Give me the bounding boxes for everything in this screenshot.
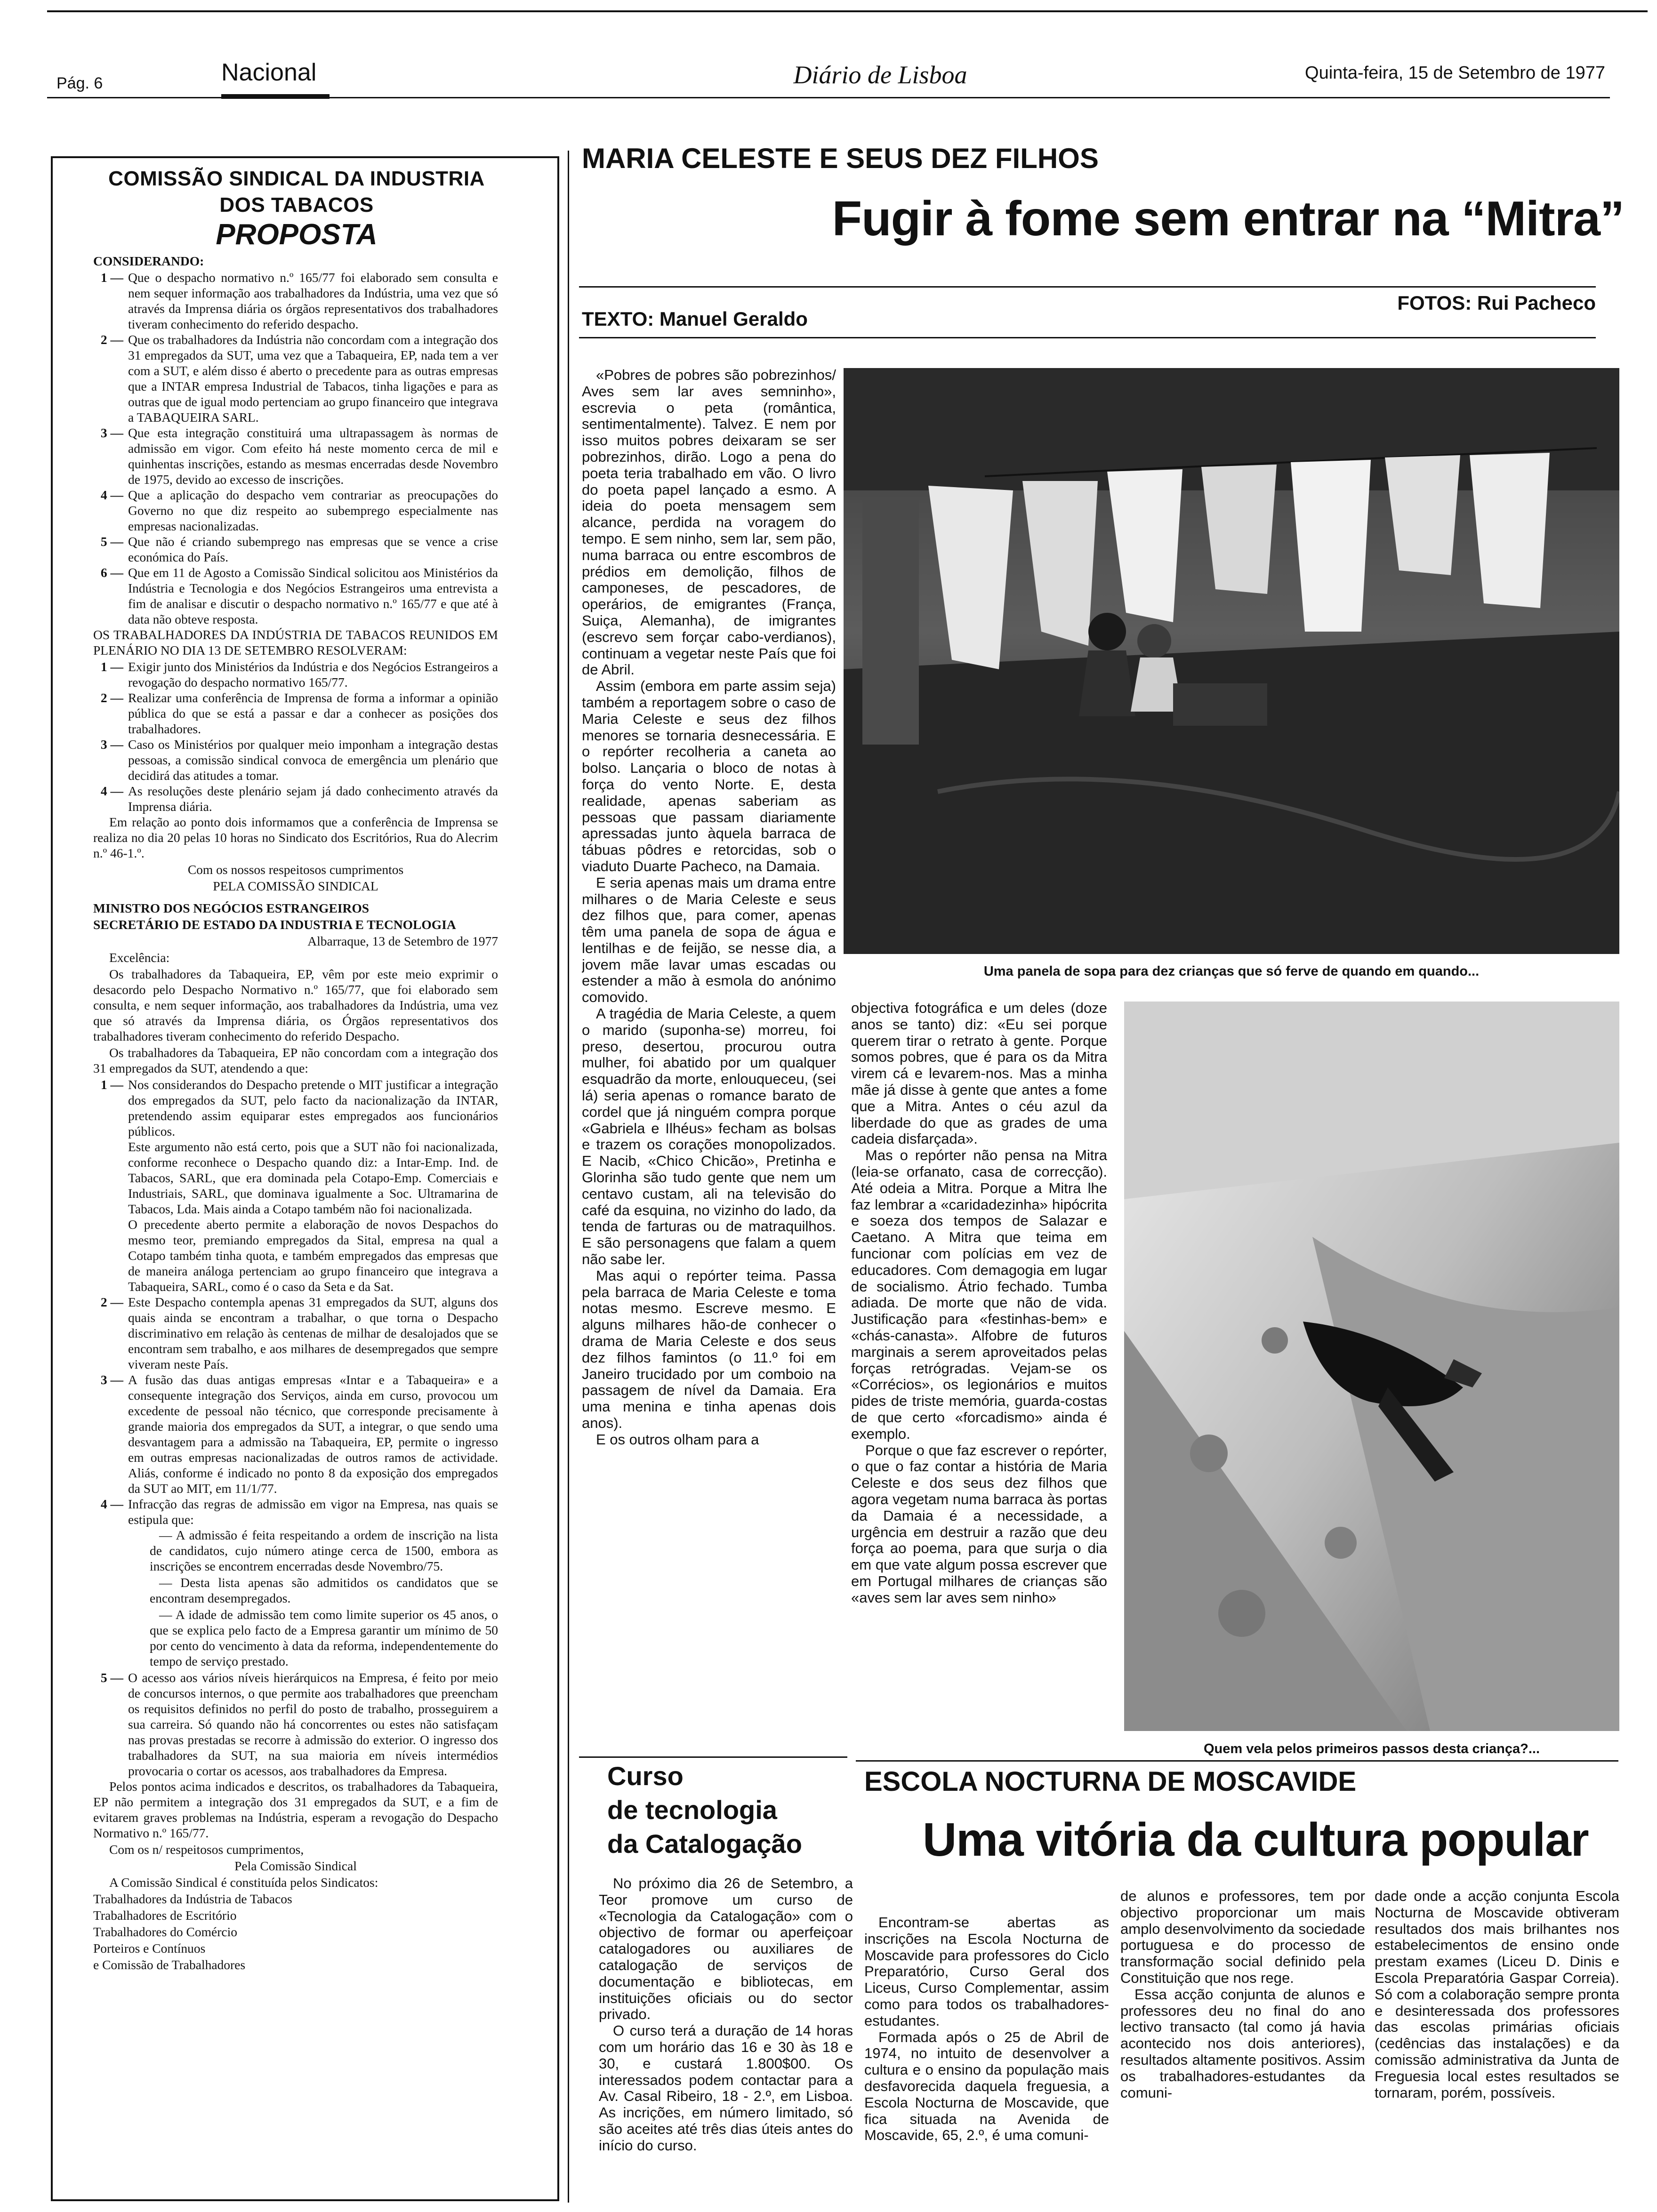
curso-rule-top: [579, 1756, 847, 1758]
curso-title-line2: de tecnologia: [607, 1795, 777, 1825]
escola-column-2: [1120, 1888, 1365, 2199]
byline-rule-bottom: [579, 337, 1596, 338]
union-proposal-body: [93, 253, 498, 2192]
composition-intro: A Comissão Sindical é constituída pelos Sindicatos:: [109, 1875, 378, 1890]
resolution-text: As resoluções deste plenário sejam já dado conhecimento através da Imprensa diária.: [128, 784, 498, 814]
letter-subitem: — A admissão é feita respeitando a ordem de inscrição na lista de candidatos, cujo número atinge cerca de 1500, embora as inscrições se encontrem encerradas desde Novembro/75.: [150, 1528, 498, 1573]
escola-paragraph: Formada após o 25 de Abril de 1974, no intuito de desenvolver a cultura e o ensino da população mais desfavorecida daquela freguesia, a Escola Nocturna de Moscavide, que fica situada na Avenida de Moscavide, 65, 2.º, é uma comuni-: [864, 2028, 1109, 2144]
letter-item: [93, 1294, 498, 1372]
signoff-line2: PELA COMISSÃO SINDICAL: [213, 879, 378, 893]
union-list-item: Porteiros e Contínuos: [93, 1941, 206, 1956]
escola-paragraph: de alunos e professores, tem por objectivo proporcionar um mais amplo desenvolvimento da sociedade portuguesa e do processo de transformação social definido pela Constituição que nos rege.: [1120, 1888, 1365, 1986]
byline-text: TEXTO: Manuel Geraldo: [582, 308, 808, 330]
considerando-label: CONSIDERANDO:: [93, 254, 204, 268]
resolution-text: Exigir junto dos Ministérios da Indústria e dos Negócios Estrangeiros a revogação do despacho normativo 165/77.: [128, 659, 498, 689]
letter-item-text: O precedente aberto permite a elaboração de novos Despachos do mesmo teor, premiando empregados da Sital, empresa na qual a Cotapo também tinha quota, e também empregados das empresas que de maneira análoga pertenciam ao grupo financeiro que integrava a Tabaqueira, SARL, como é o caso da Seta e da Sat.: [128, 1217, 498, 1294]
letter-signoff1: Com os n/ respeitosos cumprimentos,: [109, 1842, 304, 1857]
letter-item: [93, 1670, 498, 1779]
story-paragraph: E os outros olham para a: [596, 1431, 759, 1448]
union-list-item: Trabalhadores de Escritório: [93, 1908, 237, 1923]
resolved-intro: OS TRABALHADORES DA INDÚSTRIA DE TABACOS REUNIDOS EM PLENÁRIO NO DIA 13 DE SETEMBRO RESOLVERAM:: [93, 627, 498, 657]
letter-subitem: — Desta lista apenas são admitidos os candidatos que se encontram desempregados.: [150, 1575, 498, 1605]
point-text: Que os trabalhadores da Indústria não concordam com a integração dos 31 empregados da SUT, uma vez que a Tabaqueira, EP, nada tem a ver com a SUT, e além disso é aberto o precedente para as outras empresas que a INTAR empresa Industrial de Tabacos, tinha ligações e para as outras que de igual modo pertenciam ao grupo financeiro que integrava a TABAQUEIRA SARL.: [128, 332, 498, 425]
story-paragraph: Assim (embora em parte assim seja) também a reportagem sobre o caso de Maria Celeste e seus dez filhos menores se tornaria desnecessária. E o repórter recolheria a caneta ao bolso. Lançaria o bloco de notas à força do vento Norte. E, desta realidade, apenas saberiam as pessoas que passam diariamente apressadas junto àquela barraca de tábuas pôdres e retorcidas, sob o viaduto Duarte Pacheco, na Damaia.: [582, 678, 836, 874]
point-number: 3 —: [100, 425, 123, 440]
point-number: 2 —: [100, 332, 123, 347]
point-number: 5 —: [100, 534, 123, 549]
resolution-text: Realizar uma conferência de Imprensa de forma a informar a opinião pública do que se está a passar e dar a conhecer as posições dos trabalhadores.: [128, 690, 498, 736]
point-text: Que não é criando subemprego nas empresas que se vence a crise económica do País.: [128, 534, 498, 564]
letter-item-number: 5 —: [100, 1670, 123, 1685]
escola-headline: Uma vitória da cultura popular: [923, 1813, 1589, 1866]
story-paragraph: Porque o que faz escrever o repórter, o que o faz contar a história de Maria Celeste e dos seus dez filhos que agora vegetam numa barraca às portas da Damaia é a necessidade, a urgência em destruir a razão que deu força ao poema, para que surja o dia em que vate algum possa escrever que em Portugal milhares de crianças são «aves sem lar aves sem ninho»: [851, 1442, 1107, 1606]
story-paragraph: «Pobres de pobres são pobrezinhos/ Aves sem lar aves semninho», escrevia o peta (romântica, sentimentalmente). Talvez. E nem por isso muitos pobres deixaram se ser pobrezinhos, dirão. Logo a pena do poeta teria trabalhado em vão. O livro do poeta papel lançado a esmo. A ideia do poeta mensagem sem alcance, perdida na voragem do tempo. E sem ninho, sem lar, sem pão, numa barraca ou entre escombros de prédios em demolição, filhos de camponeses, de pescadores, de operários, de emigrantes (França, Suiça, Alemanha), de imigrantes (escrevo sem forçar cabo-verdianos), continuam a vegetar neste País que foi de Abril.: [582, 367, 836, 678]
section-name: Nacional: [221, 59, 317, 86]
curso-title-line3: da Catalogação: [607, 1829, 802, 1859]
point-item: [93, 487, 498, 534]
letter-item-text: Este argumento não está certo, pois que a SUT não foi nacionalizada, conforme reconhece o Despacho quando diz: a Intar-Emp. Ind. de Tabacos, SARL, que era dominada pela Cotapo-Emp. Comerciais e Industriais, SARL, que dominava igualmente a Soc. Ultramarina de Tabacos, Lda. Mais ainda a Cotapo também não foi nacionalizada.: [128, 1139, 498, 1216]
header-rule: [47, 97, 1610, 98]
escola-paragraph: dade onde a acção conjunta Escola Nocturna de Moscavide obtiveram resultados dos mais brilhantes nos estabelecimentos de ensino onde prestam exames (Liceu D. Dinis e Escola Preparatória Gaspar Correia). Só com a colaboração sempre pronta e desinteressada dos professores das escolas primárias oficiais (cedências das instalações) e da comissão administrativa da Junta de Freguesia local estes resultados se tornaram, porém, possíveis.: [1375, 1888, 1619, 2101]
letter-item: [93, 1077, 498, 1139]
letter-item-text: Este Despacho contempla apenas 31 empregados da SUT, alguns dos quais ainda se encontram a trabalhar, o que torna o Despacho discriminativo em relação às centenas de milhar de desalojados que se encontram sem trabalho, e aos milhares de desempregados que sempre viveram neste País.: [128, 1295, 498, 1371]
curso-body: [599, 1875, 853, 2200]
conference-note: Em relação ao ponto dois informamos que a conferência de Imprensa se realiza no dia 20 pelas 10 horas no Sindicato dos Escritórios, Rua do Alecrim n.º 46-1.º.: [93, 815, 498, 860]
resolution-number: 3 —: [100, 737, 123, 752]
letter-item-number: 3 —: [100, 1372, 123, 1387]
top-border: [47, 10, 1648, 12]
escola-rule-top: [856, 1760, 1618, 1762]
byline-photos: FOTOS: Rui Pacheco: [1397, 292, 1596, 314]
point-item: [93, 534, 498, 565]
story-column-2: [851, 1000, 1107, 1758]
letter-item: [93, 1217, 498, 1294]
escola-paragraph: Essa acção conjunta de alunos e professores deu no final do ano lectivo transacto (tal como já havia acontecido nos dois anteriores), resultados altamente positivos. Assim os trabalhadores-estudantes da comuni-: [1120, 1986, 1365, 2101]
letter-item-text: A fusão das duas antigas empresas «Intar e a Tabaqueira» e a consequente integração dos Serviços, ainda em curso, provocou um excedente de pessoal não técnico, que corresponde precisamente à grande maioria dos empregados da SUT, a integrar, o que sendo uma desvantagem para a admissão na Tabaqueira, EP, permite o ingresso em outras empresas nacionalizadas de outros ramos de actividade. Aliás, conforme é indicado no ponto 8 da exposição dos empregados da SUT ao MIT, em 11/1/77.: [128, 1372, 498, 1496]
letter-item-number: 4 —: [100, 1497, 123, 1511]
resolution-number: 2 —: [100, 690, 123, 705]
curso-title-line1: Curso: [607, 1761, 684, 1791]
box-title-line1: COMISSÃO SINDICAL DA INDUSTRIA: [108, 167, 485, 190]
escola-column-3: [1375, 1888, 1619, 2199]
photo-laundry-shack-image: [844, 368, 1619, 954]
union-list-item: Trabalhadores da Indústria de Tabacos: [93, 1891, 292, 1906]
letter-item-text: O acesso aos vários níveis hierárquicos na Empresa, é feito por meio de concursos internos, o que permite aos trabalhadores que preencham os requisitos definidos no perfil do posto de trabalho, prosseguirem a sua carreira. Só quando não há concorrentes ou estes não satisfaçam nas provas prestadas se recorre à admissão do exterior. O ingresso dos trabalhadores da SUT, na sua maioria em níveis intermédios provocaria o cortar os acessos, aos trabalhadores da Empresa.: [128, 1670, 498, 1778]
letter-item-number: 2 —: [100, 1295, 123, 1309]
point-number: 6 —: [100, 565, 123, 580]
letter-item-text: Infracção das regras de admissão em vigor na Empresa, nas quais se estipula que:: [128, 1497, 498, 1527]
point-text: Que o despacho normativo n.º 165/77 foi elaborado sem consulta e nem sequer informação aos trabalhadores da Indústria, uma vez que só através da Imprensa diária os órgãos representativos dos trabalhadores tiveram conhecimento do referido despacho.: [128, 270, 498, 331]
masthead-logo: Diário de Lisboa: [793, 61, 967, 89]
photo-crawling-child-image: [1124, 1002, 1619, 1731]
letter-item: [93, 1372, 498, 1496]
letter-signoff2: Pela Comissão Sindical: [234, 1859, 357, 1873]
story-kicker: MARIA CELESTE E SEUS DEZ FILHOS: [582, 143, 1099, 174]
story-paragraph: Mas o repórter não pensa na Mitra (leia-se orfanato, casa de correcção). Até odeia a Mitra. Porque a Mitra lhe faz lembrar a «caridadezinha» hipócrita e soeza dos tempos de Salazar e Caetano. A Mitra que teima em funcionar com polícias em vez de educadores. Com demagogia em lugar de socialismo. Átrio fechado. Tumba adiada. De morte que não de vida. Justificação para «festinhas-bem» e «chás-canasta». Alfobre de futuros marginais a serem aproveitados pelas forças retrógradas. Vejam-se os «Corrécios», os legionários e muitos pides de triste memória, guarda-costas de que certo «forcadismo» ainda é exemplo.: [851, 1147, 1107, 1442]
letter-item-number: [93, 1217, 123, 1294]
signoff-line1: Com os nossos respeitosos cumprimentos: [187, 862, 404, 877]
photo-crawling-child: [1124, 1002, 1619, 1731]
column-divider: [568, 151, 569, 2203]
resolution-number: 1 —: [100, 659, 123, 674]
photo2-caption: Quem vela pelos primeiros passos desta criança?...: [1203, 1741, 1540, 1756]
resolution-item: [93, 737, 498, 783]
letter-item: [93, 1496, 498, 1527]
point-number: 1 —: [100, 270, 123, 285]
letter-paragraph: Os trabalhadores da Tabaqueira, EP, vêm por este meio exprimir o desacordo pelo Despacho Normativo n.º 165/77, que foi elaborado sem consulta, e nem sequer informação, aos trabalhadores da Indústria, uma vez que só através da Imprensa diária, os Órgãos representativos dos trabalhadores tiveram conhecimento do referido Despacho.: [93, 967, 498, 1043]
addressee-line2: SECRETÁRIO DE ESTADO DA INDUSTRIA E TECNOLOGIA: [93, 917, 456, 932]
story-paragraph: objectiva fotográfica e um deles (doze anos se tanto) diz: «Eu sei porque querem tirar o retrato à gente. Porque somos pobres, que é para os da Mitra virem cá e levarem-nos. Mas a minha mãe já disse à gente que antes a fome que a Mitra. Antes o céu azul da liberdade do que as grades de uma cadeia disfarçada».: [851, 1000, 1107, 1147]
point-item: [93, 270, 498, 332]
letter-item-number: [93, 1139, 123, 1217]
addressee-line1: MINISTRO DOS NEGÓCIOS ESTRANGEIROS: [93, 901, 370, 915]
curso-title: [607, 1759, 843, 1861]
point-number: 4 —: [100, 488, 123, 502]
union-list-item: e Comissão de Trabalhadores: [93, 1957, 246, 1972]
story-column-1: [582, 367, 836, 1760]
point-item: [93, 565, 498, 627]
letter-date: Albarraque, 13 de Setembro de 1977: [307, 934, 498, 948]
page-number: Pág. 6: [56, 74, 103, 92]
story-paragraph: Mas aqui o repórter teima. Passa pela barraca de Maria Celeste e toma notas mesmo. Escreve mesmo. E alguns milhares hão-de conhecer o drama de Maria Celeste e dos seus dez filhos famintos (o 11.º foi em Janeiro trucidado por um comboio na passagem de nível da Damaia. Era uma menina e tinha apenas dois anos).: [582, 1267, 836, 1431]
point-item: [93, 332, 498, 425]
point-item: [93, 425, 498, 487]
letter-item: [93, 1139, 498, 1217]
story-paragraph: E seria apenas mais um drama entre milhares o de Maria Celeste e seus dez filhos que, para comer, apenas têm uma panela de sopa de água e lentilhas e de feijão, se nesse dia, a jovem mãe lavar umas escadas ou estender a mão à esmola do anónimo comovido.: [582, 874, 836, 1006]
salutation: Excelência:: [109, 950, 170, 965]
letter-item-number: 1 —: [100, 1077, 123, 1092]
story-paragraph: A tragédia de Maria Celeste, a quem o marido (suponha-se) morreu, foi preso, desertou, procurou outra mulher, foi abatido por um qualquer esquadrão da morte, enlouqueceu, (sei lá) seria apenas o romance barato de cordel que já ninguém compra porque «Gabriela e Ilhéus» fecham as bolsas e trazem os corações monopolizados. E Nacib, «Chico Chicão», Pretinha e Glorinha são tudo gente que nem um centavo custam, ali na televisão do café da esquina, no vizinho do lado, da tenda de farturas ou de matraquilhos. E são personagens que falam a quem não sabe ler.: [582, 1005, 836, 1268]
story-headline: Fugir à fome sem entrar na “Mitra”: [832, 192, 1624, 246]
byline-rule: [579, 286, 1596, 288]
escola-kicker: ESCOLA NOCTURNA DE MOSCAVIDE: [864, 1766, 1357, 1797]
curso-paragraph: O curso terá a duração de 14 horas com um horário das 16 e 30 às 18 e 30, e custará 1.800$00. Os interessados podem contactar para a Av. Casal Ribeiro, 18 - 2.º, em Lisboa. As incrições, em número limitado, só são aceites até três dias úteis antes do início do curso.: [599, 2022, 853, 2154]
letter-item-text: Nos considerandos do Despacho pretende o MIT justificar a integração dos empregados da SUT, pelo facto da nacionalização da INTAR, pretendendo assim equiparar estes empregados aos funcionários públicos.: [128, 1077, 498, 1138]
resolution-item: [93, 783, 498, 814]
spacer: [93, 895, 498, 900]
letter-paragraph: Os trabalhadores da Tabaqueira, EP não concordam com a integração dos 31 empregados da SUT, atendendo a que:: [93, 1045, 498, 1075]
curso-paragraph: No próximo dia 26 de Setembro, a Teor promove um curso de «Tecnologia da Catalogação» com o objectivo de formar ou aperfeiçoar catalogadores ou auxiliares de catalogação de serviços de documentação e bibliotecas, em instituições oficiais ou do sector privado.: [599, 1875, 853, 2023]
photo-laundry-shack: [844, 368, 1619, 954]
escola-paragraph: Encontram-se abertas as inscrições na Escola Nocturna de Moscavide para professores do Ciclo Preparatório, Curso Geral dos Liceus, Curso Complementar, assim como para todos os trabalhadores-estudantes.: [864, 1915, 1109, 2029]
point-text: Que esta integração constituirá uma ultrapassagem às normas de admissão em vigor. Com efeito há neste momento cerca de mil e quinhentas inscrições, estando as mesmas encerradas desde Novembro de 1975, devido ao excesso de inscrições.: [128, 425, 498, 487]
letter-subitem: — A idade de admissão tem como limite superior os 45 anos, o que se explica pelo facto de a Empresa garantir um mínimo de 50 por cento do vencimento à data da reforma, independentemente do tempo de serviço prestado.: [150, 1607, 498, 1668]
point-text: Que em 11 de Agosto a Comissão Sindical solicitou aos Ministérios da Indústria e Tecnologia e dos Negócios Estrangeiros uma entrevista a fim de analisar e discutir o despacho normativo n.º 165/77 e que até à data não obteve resposta.: [128, 565, 498, 626]
resolution-item: [93, 690, 498, 737]
letter-conclusion: Pelos pontos acima indicados e descritos, os trabalhadores da Tabaqueira, EP não permitem a integração dos 31 empregados da SUT, e a fim de evitarem graves problemas na Indústria, esperam a revogação do Despacho Normativo n.º 165/77.: [93, 1779, 498, 1840]
union-proposal-heading: [94, 166, 499, 251]
resolution-item: [93, 659, 498, 690]
photo1-caption: Uma panela de sopa para dez crianças que só ferve de quando em quando...: [983, 964, 1480, 979]
escola-column-1: [864, 1915, 1109, 2197]
resolution-number: 4 —: [100, 784, 123, 798]
union-list-item: Trabalhadores do Comércio: [93, 1924, 238, 1939]
resolution-text: Caso os Ministérios por qualquer meio imponham a integração destas pessoas, a comissão sindical convoca de emergência um plenário que decidirá das atitudes a tomar.: [128, 737, 498, 783]
point-text: Que a aplicação do despacho vem contrariar as preocupações do Governo no que diz respeito ao subemprego especialmente nas empresas nacionalizadas.: [128, 488, 498, 533]
dateline: Quinta-feira, 15 de Setembro de 1977: [1305, 63, 1605, 83]
box-title-line2: DOS TABACOS: [219, 193, 374, 216]
box-subtitle: PROPOSTA: [216, 218, 378, 251]
